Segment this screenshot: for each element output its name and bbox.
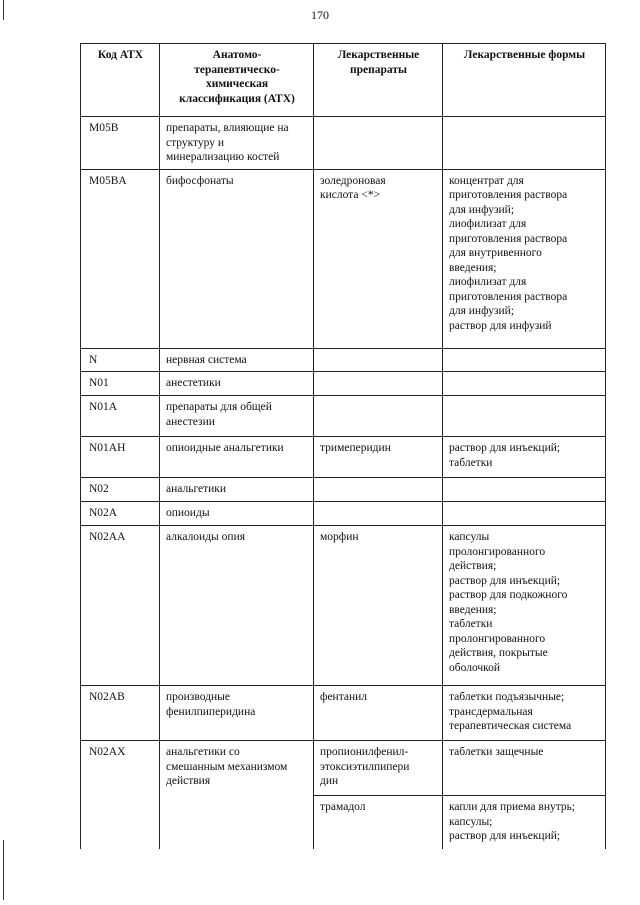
cell-drug: морфин — [314, 526, 443, 686]
left-edge-mark — [3, 0, 4, 20]
cell-form — [443, 396, 606, 437]
cell-form: таблетки защечные — [443, 741, 606, 796]
cell-drug — [314, 502, 443, 526]
cell-classification: алкалоиды опия — [160, 526, 314, 686]
cell-classification: опиоиды — [160, 502, 314, 526]
cell-code: N01 — [81, 372, 160, 396]
cell-drug: золедроновая кислота <*> — [314, 169, 443, 348]
cell-code: N — [81, 348, 160, 372]
cell-code: M05B — [81, 117, 160, 170]
cell-drug — [314, 478, 443, 502]
cell-drug — [314, 117, 443, 170]
header-dosage-forms: Лекарственные формы — [443, 44, 606, 117]
cell-classification: нервная система — [160, 348, 314, 372]
cell-classification: препараты, влияющие на структуру и минерализацию костей — [160, 117, 314, 170]
cell-code: M05BA — [81, 169, 160, 348]
cell-drug — [314, 348, 443, 372]
table-row — [81, 437, 606, 478]
cell-form: раствор для инъекций; таблетки — [443, 437, 606, 478]
table-row — [81, 372, 606, 396]
cell-code: N02AB — [81, 686, 160, 741]
cell-code: N02 — [81, 478, 160, 502]
cell-code: N01AH — [81, 437, 160, 478]
cell-drug: пропионилфенил- этоксиэтилпипери дин — [314, 741, 443, 796]
cell-form — [443, 502, 606, 526]
cell-drug — [314, 372, 443, 396]
cell-drug: фентанил — [314, 686, 443, 741]
cell-form: концентрат для приготовления раствора для инфузий; лиофилизат для приготовления раствора для внутривенного введения; лиофилизат для приготовления раствора для инфузий; раствор для инфузий — [443, 169, 606, 348]
cell-classification: опиоидные анальгетики — [160, 437, 314, 478]
cell-drug: тримеперидин — [314, 437, 443, 478]
cell-drug — [314, 396, 443, 437]
header-drugs: Лекарственные препараты — [314, 44, 443, 117]
table-row — [81, 478, 606, 502]
atc-drug-table — [80, 43, 606, 849]
cell-code: N02A — [81, 502, 160, 526]
cell-classification: анальгетики — [160, 478, 314, 502]
table-row — [81, 741, 606, 796]
cell-code: N02AA — [81, 526, 160, 686]
cell-classification: препараты для общей анестезии — [160, 396, 314, 437]
cell-code: N01A — [81, 396, 160, 437]
cell-form: таблетки подъязычные; трансдермальная терапевтическая система — [443, 686, 606, 741]
cell-classification: анальгетики со смешанным механизмом действия — [160, 741, 314, 849]
cell-form: капсулы пролонгированного действия; раствор для инъекций; раствор для подкожного введения; таблетки пролонгированного действия, покрытые оболочкой — [443, 526, 606, 686]
table-row — [81, 396, 606, 437]
table-row — [81, 686, 606, 741]
cell-form — [443, 372, 606, 396]
table-header-row — [81, 44, 606, 117]
cell-drug: трамадол — [314, 796, 443, 849]
page-number: 170 — [311, 8, 329, 22]
table-row — [81, 526, 606, 686]
cell-form: капли для приема внутрь; капсулы; раствор для инъекций; — [443, 796, 606, 849]
cell-form — [443, 117, 606, 170]
table-row — [81, 348, 606, 372]
cell-form — [443, 348, 606, 372]
cell-form — [443, 478, 606, 502]
left-edge-mark-lower — [3, 840, 4, 900]
cell-classification: анестетики — [160, 372, 314, 396]
header-atc-code: Код АТХ — [81, 44, 160, 117]
table-row — [81, 117, 606, 170]
table-row — [81, 169, 606, 348]
table-row — [81, 502, 606, 526]
cell-classification: производные фенилпиперидина — [160, 686, 314, 741]
cell-code: N02AX — [81, 741, 160, 849]
header-atc-classification: Анатомо- терапевтическо- химическая классификация (АТХ) — [160, 44, 314, 117]
cell-classification: бифосфонаты — [160, 169, 314, 348]
